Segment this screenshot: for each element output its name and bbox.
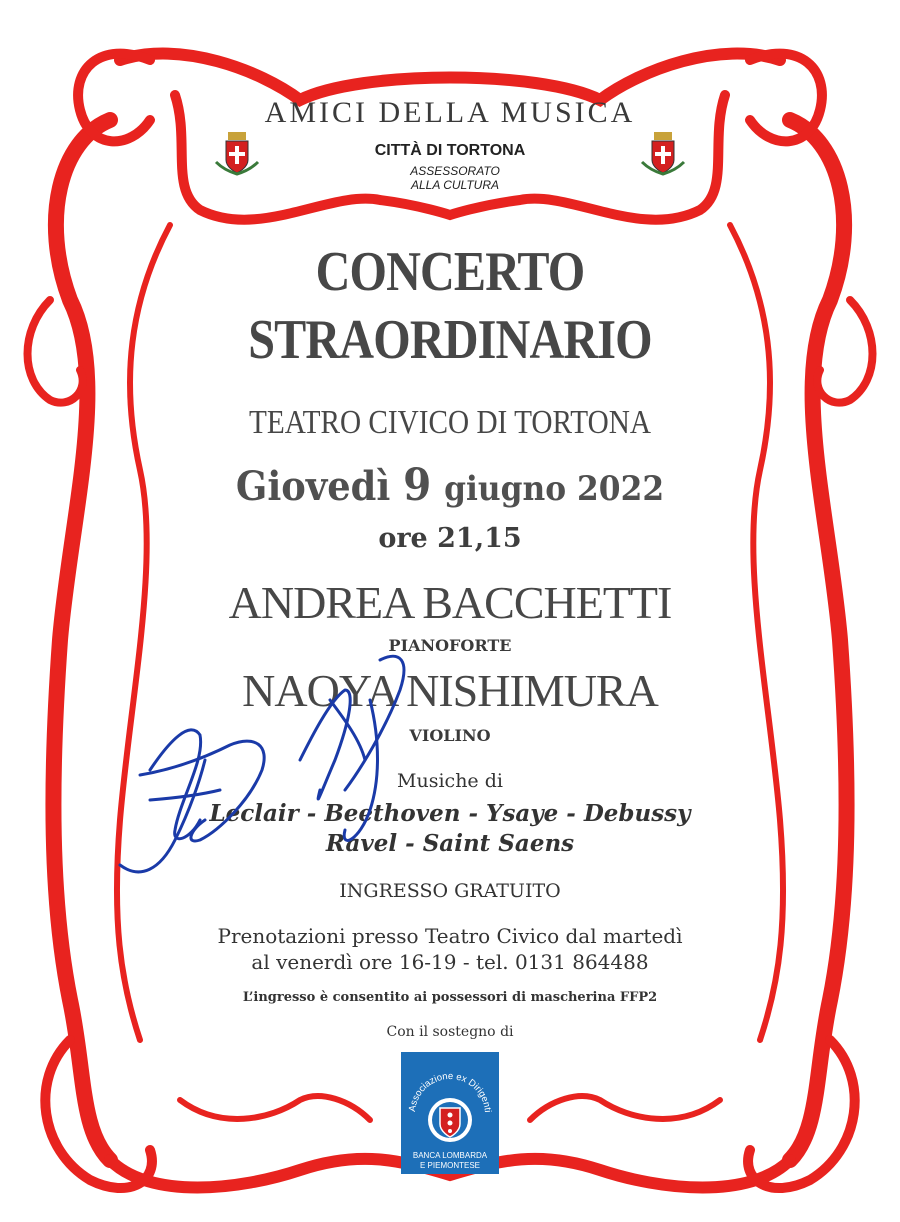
department-name: ASSESSORATO ALLA CULTURA [410,164,500,192]
association-name: AMICI DELLA MUSICA [264,96,636,129]
event-title-line2: STRAORDINARIO [248,309,652,371]
support-label: Con il sostegno di [386,1024,514,1040]
event-venue: TEATRO CIVICO DI TORTONA [249,404,651,441]
program-composers-line2: Ravel - Saint Saens [325,830,575,857]
performer-name-2: NAOYA NISHIMURA [242,665,658,716]
performer-instrument-1: PIANOFORTE [388,636,512,655]
event-day: 9 [403,460,432,511]
city-name: CITTÀ DI TORTONA [374,142,526,159]
booking-info-line1: Prenotazioni presso Teatro Civico dal martedì [217,924,683,948]
program-composers-line1: Leclair - Beethoven - Ysaye - Debussy [209,800,691,827]
performer-name-1: ANDREA BACCHETTI [228,577,672,628]
booking-info-line2: al venerdì ore 16-19 - tel. 0131 864488 [251,950,649,974]
performer-instrument-2: VIOLINO [409,726,491,745]
admission-notice: INGRESSO GRATUITO [339,880,561,902]
event-time: ore 21,15 [378,523,522,554]
event-month-year: giugno 2022 [444,469,665,509]
sponsor-arc-textpath: Associazione ex Dirigenti [406,1070,493,1113]
program-heading: Musiche di [397,770,503,792]
mask-notice: L’ingresso è consentito ai possessori di mascherina FFP2 [242,990,658,1005]
event-title-line1: CONCERTO [315,241,585,303]
sponsor-bank-line2: E PIEMONTESE [419,1161,481,1170]
event-weekday: Giovedì [235,463,391,510]
sponsor-bank-line1: BANCA LOMBARDA [412,1151,488,1160]
